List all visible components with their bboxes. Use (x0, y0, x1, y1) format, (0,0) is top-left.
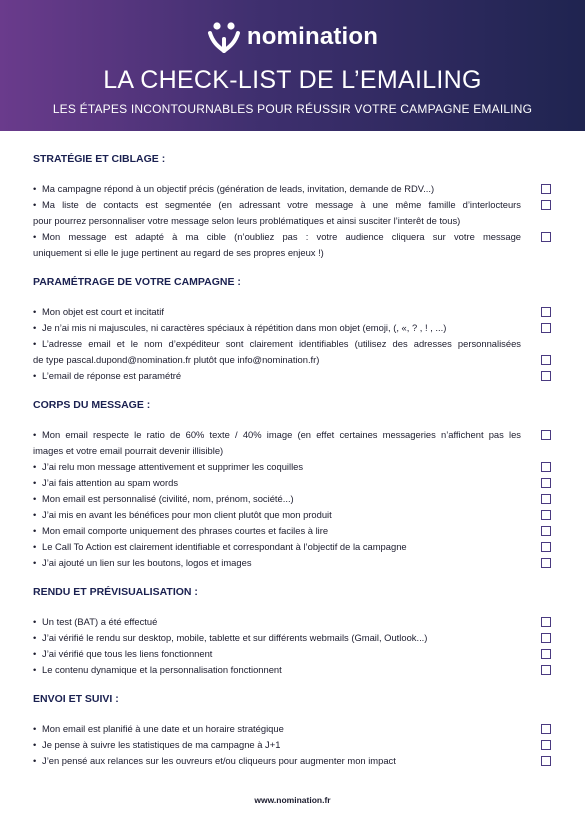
checkbox[interactable] (541, 355, 551, 365)
checkbox[interactable] (541, 665, 551, 675)
checklist-item-text (33, 630, 521, 646)
item-line: Mon email est personnalisé (civilité, nom, prénom, société...) (42, 493, 294, 504)
checkbox[interactable] (541, 478, 551, 488)
bullet-icon: • (33, 493, 37, 504)
checkbox[interactable] (541, 617, 551, 627)
item-line: Le Call To Action est clairement identifiable et correspondant à l’objectif de la campagne (42, 541, 407, 552)
checklist-item-text (33, 368, 521, 384)
checkbox[interactable] (541, 724, 551, 734)
bullet-icon: • (33, 648, 37, 659)
item-line: Un test (BAT) a été effectué (42, 616, 158, 627)
checklist-item (33, 427, 551, 459)
checklist-item-text (33, 427, 521, 443)
checklist-item-text (33, 523, 521, 539)
checkbox[interactable] (541, 232, 551, 242)
header-banner (0, 0, 585, 131)
checklist-item-text (33, 197, 521, 213)
page-subtitle: LES ÉTAPES INCONTOURNABLES POUR RÉUSSIR VOTRE CAMPAGNE EMAILING (52, 102, 533, 116)
section-title: CORPS DU MESSAGE : (33, 399, 151, 411)
item-line: J’ai ajouté un lien sur les boutons, logos et images (42, 557, 252, 568)
checklist-item (33, 336, 551, 368)
checklist-item-text (33, 555, 521, 571)
checkbox[interactable] (541, 510, 551, 520)
item-line: Ma campagne répond à un objectif précis (génération de leads, invitation, demande de RDV...) (42, 183, 435, 194)
checklist-item-text (33, 304, 521, 320)
checklist-item (33, 737, 551, 753)
checkbox[interactable] (541, 462, 551, 472)
checklist-item (33, 614, 551, 630)
checklist-item (33, 491, 551, 507)
brand-logo (0, 20, 585, 54)
bullet-icon: • (33, 557, 37, 568)
checkbox[interactable] (541, 494, 551, 504)
item-line: J’ai mis en avant les bénéfices pour mon client plutôt que mon produit (42, 509, 332, 520)
checklist-item (33, 320, 551, 336)
checklist-item-text (33, 229, 521, 245)
item-line: J’ai vérifié que tous les liens fonctionnent (42, 648, 213, 659)
checklist-item (33, 197, 551, 229)
bullet-icon: • (33, 632, 37, 643)
nomination-logo-icon (207, 21, 241, 53)
checklist-item (33, 459, 551, 475)
checklist-item (33, 753, 551, 769)
item-line: uniquement si elle le juge pertinent au regard de ses propres enjeux !) (33, 247, 324, 258)
checkbox[interactable] (541, 740, 551, 750)
bullet-icon: • (33, 755, 37, 766)
checkbox[interactable] (541, 526, 551, 536)
section-title: ENVOI ET SUIVI : (33, 693, 119, 705)
checklist-item (33, 229, 551, 261)
checklist-section (33, 584, 551, 678)
item-line: Mon email est planifié à une date et un horaire stratégique (42, 723, 284, 734)
bullet-icon: • (33, 231, 37, 242)
page-title: LA CHECK-LIST DE L’EMAILING (103, 66, 482, 94)
item-line: Je n’ai mis ni majuscules, ni caractères spéciaux à répétition dans mon objet (emoji, (, «, ? , ! , ...) (42, 322, 447, 333)
checkbox[interactable] (541, 558, 551, 568)
brand-name: nomination (246, 23, 379, 50)
bullet-icon: • (33, 541, 37, 552)
bullet-icon: • (33, 429, 37, 440)
item-line: J’en pensé aux relances sur les ouvreurs et/ou cliqueurs pour augmenter mon impact (42, 755, 396, 766)
checklist-item (33, 539, 551, 555)
checklist-item (33, 721, 551, 737)
checklist-item-text (33, 491, 521, 507)
checkbox[interactable] (541, 200, 551, 210)
checklist-item (33, 475, 551, 491)
checkbox[interactable] (541, 756, 551, 766)
checklist-item-text (33, 443, 521, 459)
bullet-icon: • (33, 509, 37, 520)
bullet-icon: • (33, 322, 37, 333)
checkbox[interactable] (541, 323, 551, 333)
checklist-item (33, 555, 551, 571)
item-line: Ma liste de contacts est segmentée (en adressant votre message à une même famille d’interlocteurs (42, 199, 521, 210)
checklist-item (33, 304, 551, 320)
bullet-icon: • (33, 525, 37, 536)
checkbox[interactable] (541, 430, 551, 440)
checkbox[interactable] (541, 307, 551, 317)
checklist-item (33, 630, 551, 646)
item-line: pour pourrez personnaliser votre message selon leurs problématiques et ainsi susciter l’interêt de tous) (33, 215, 461, 226)
item-line: J’ai vérifié le rendu sur desktop, mobile, tablette et sur différents webmails (Gmail, Outlook...) (42, 632, 428, 643)
checklist-item-text (33, 721, 521, 737)
checklist-item (33, 368, 551, 384)
checkbox[interactable] (541, 649, 551, 659)
bullet-icon: • (33, 739, 37, 750)
section-title: PARAMÉTRAGE DE VOTRE CAMPAGNE : (33, 276, 241, 288)
checklist-item (33, 507, 551, 523)
checklist-item (33, 646, 551, 662)
section-title: STRATÉGIE ET CIBLAGE : (33, 153, 166, 165)
checklist-item-text (33, 753, 521, 769)
checklist-item-text (33, 539, 521, 555)
bullet-icon: • (33, 338, 37, 349)
bullet-icon: • (33, 477, 37, 488)
checklist-item-text (33, 459, 521, 475)
checkbox[interactable] (541, 633, 551, 643)
item-line: L’email de réponse est paramétré (42, 370, 182, 381)
footer-url[interactable]: www.nomination.fr (254, 795, 331, 805)
checklist-item-text (33, 320, 521, 336)
checklist-section (33, 151, 551, 261)
bullet-icon: • (33, 306, 37, 317)
bullet-icon: • (33, 199, 37, 210)
bullet-icon: • (33, 461, 37, 472)
checklist-item (33, 523, 551, 539)
item-line: Mon email comporte uniquement des phrases courtes et faciles à lire (42, 525, 329, 536)
bullet-icon: • (33, 616, 37, 627)
checkbox[interactable] (541, 542, 551, 552)
checklist-item-text (33, 507, 521, 523)
bullet-icon: • (33, 664, 37, 675)
item-line: L’adresse email et le nom d’expéditeur sont clairement identifiables (utilisez des adresses personnalisées (42, 338, 521, 349)
checklist-section (33, 691, 551, 769)
bullet-icon: • (33, 723, 37, 734)
checklist-item-text (33, 336, 521, 352)
item-line: Je pense à suivre les statistiques de ma campagne à J+1 (42, 739, 281, 750)
checklist-item-text (33, 352, 521, 368)
item-line: Mon email respecte le ratio de 60% texte / 40% image (en effet certaines messageries n’affichent pas les (42, 429, 521, 440)
checklist-item-text (33, 245, 521, 261)
checklist-section (33, 397, 551, 571)
checkbox[interactable] (541, 184, 551, 194)
checklist (33, 151, 551, 782)
item-line: Mon message est adapté à ma cible (n’oubliez pas : votre audience cliquera sur votre message (42, 231, 521, 242)
checklist-item (33, 662, 551, 678)
checklist-item-text (33, 662, 521, 678)
checklist-item-text (33, 475, 521, 491)
checklist-item-text (33, 646, 521, 662)
checklist-item-text (33, 181, 521, 197)
item-line: images et votre email pourrait devenir illisible) (33, 445, 224, 456)
item-line: J’ai fais attention au spam words (42, 477, 179, 488)
item-line: J’ai relu mon message attentivement et supprimer les coquilles (42, 461, 304, 472)
bullet-icon: • (33, 370, 37, 381)
checklist-item-text (33, 614, 521, 630)
checkbox[interactable] (541, 371, 551, 381)
checklist-item-text (33, 737, 521, 753)
bullet-icon: • (33, 183, 37, 194)
item-line: Mon objet est court et incitatif (42, 306, 164, 317)
checklist-item (33, 181, 551, 197)
checklist-item-text (33, 213, 521, 229)
item-line: de type pascal.dupond@nomination.fr plutôt que info@nomination.fr) (33, 354, 320, 365)
section-title: RENDU ET PRÉVISUALISATION : (33, 586, 198, 598)
item-line: Le contenu dynamique et la personnalisation fonctionnent (42, 664, 282, 675)
checklist-section (33, 274, 551, 384)
